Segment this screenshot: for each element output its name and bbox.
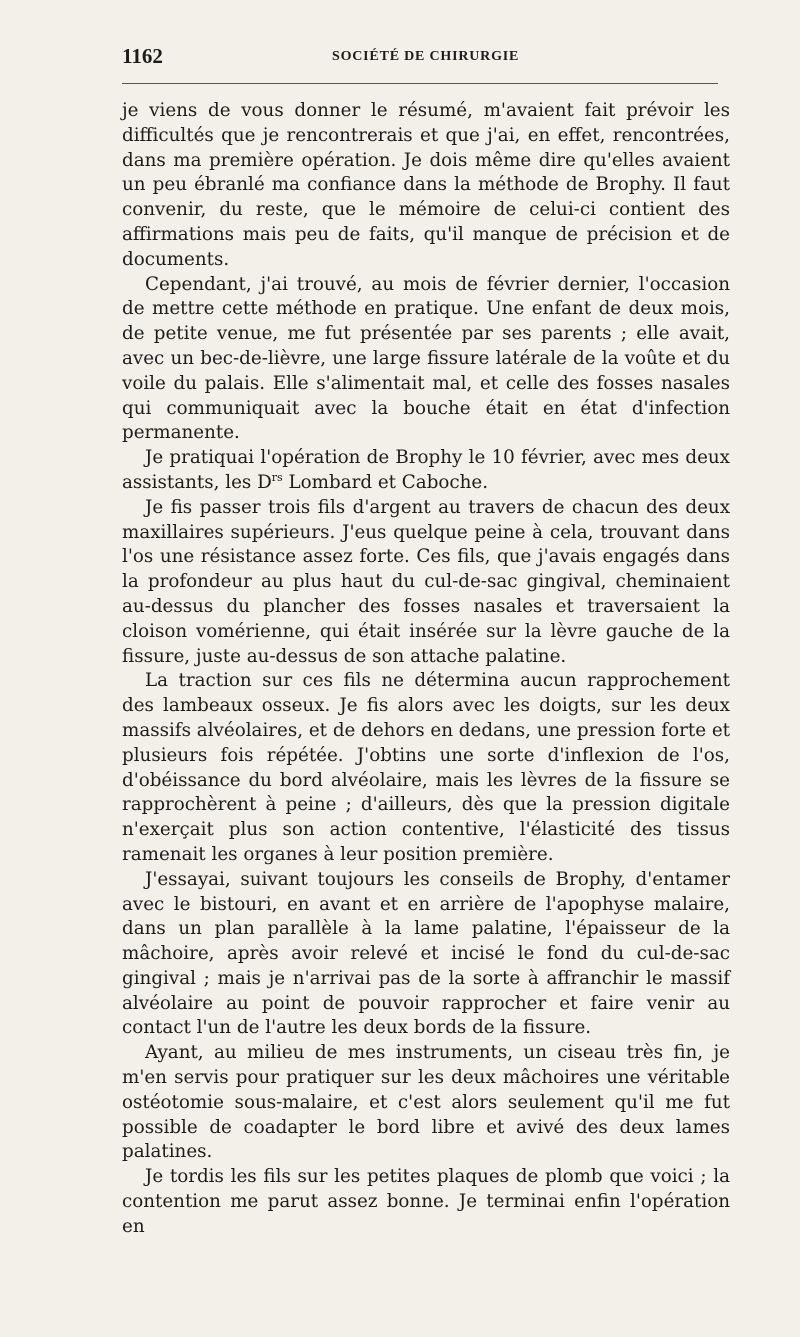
header-rule [122,83,718,84]
paragraph-3-text-end: Lombard et Caboche. [282,471,489,493]
paragraph-3-text: Je pratiquai l'opération de Brophy le 10 février, avec mes deux assistants, les D [122,447,730,493]
body-text [122,99,730,1240]
paragraph-2: Cependant, j'ai trouvé, au mois de février dernier, l'occasion de mettre cette méthode en pratique. Une enfant de deux mois, de petite venue, me fut présentée par ses parents ; elle avait, avec un bec-de-lièvre, une large fissure latérale de la voûte et du voile du palais. Elle s'alimentait mal, et celle des fosses nasales qui communiquait avec la bouche était en état d'infection permanente. [122,273,730,444]
paragraph-5: La traction sur ces fils ne détermina aucun rapprochement des lambeaux osseux. Je fis alors avec les doigts, sur les deux massifs alvéolaires, et de dehors en dedans, une pression forte et plusieurs fois répétée. J'obtins une sorte d'inflexion de l'os, d'obéissance du bord alvéolaire, mais les lèvres de la fissure se rapprochèrent à peine ; d'ailleurs, dès que la pression digitale n'exerçait plus son action contentive, l'élasticité des tissus ramenait les organes à leur position première. [122,670,730,865]
paragraph-4: Je fis passer trois fils d'argent au travers de chacun des deux maxillaires supérieurs. J'eus quelque peine à cela, trouvant dans l'os une résistance assez forte. Ces fils, que j'avais engagés dans la profondeur au plus haut du cul-de-sac gingival, cheminaient au-dessus du plancher des fosses nasales et traversaient la cloison vomérienne, qui était insérée sur la lèvre gauche de la fissure, juste au-dessus de son attache palatine. [122,496,730,667]
paragraph-7: Ayant, au milieu de mes instruments, un ciseau très fin, je m'en servis pour pratiquer sur les deux mâchoires une véritable ostéotomie sous-malaire, et c'est alors seulement qu'il me fut possible de coadapter le bord libre et avivé des deux lames palatines. [122,1042,730,1163]
paragraph-6: J'essayai, suivant toujours les conseils de Brophy, d'entamer avec le bistouri, en avant et en arrière de l'apophyse malaire, dans un plan parallèle à la lame palatine, l'épaisseur de la mâchoire, après avoir relevé et incisé le fond du cul-de-sac gingival ; mais je n'arrivai pas de la sorte à affranchir le massif alvéolaire au point de pouvoir rapprocher et faire venir au contact l'un de l'autre les deux bords de la fissure. [122,868,730,1039]
paragraph-3 [122,446,730,496]
paragraph-1: je viens de vous donner le résumé, m'avaient fait prévoir les difficultés que je rencontrerais et que j'ai, en effet, rencontrées, dans ma première opération. Je dois même dire qu'elles avaient un peu ébranlé ma confiance dans la méthode de Brophy. Il faut convenir, du reste, que le mémoire de celui-ci contient des affirmations mais peu de faits, qu'il manque de précision et de documents. [122,100,730,270]
page-header [122,44,728,74]
paragraph-8: Je tordis les fils sur les petites plaques de plomb que voici ; la contention me parut assez bonne. Je terminai enfin l'opération en [122,1166,730,1237]
running-title: SOCIÉTÉ DE CHIRURGIE [332,49,520,64]
page-number: 1162 [122,44,163,68]
superscript-rs: rs [271,470,283,484]
